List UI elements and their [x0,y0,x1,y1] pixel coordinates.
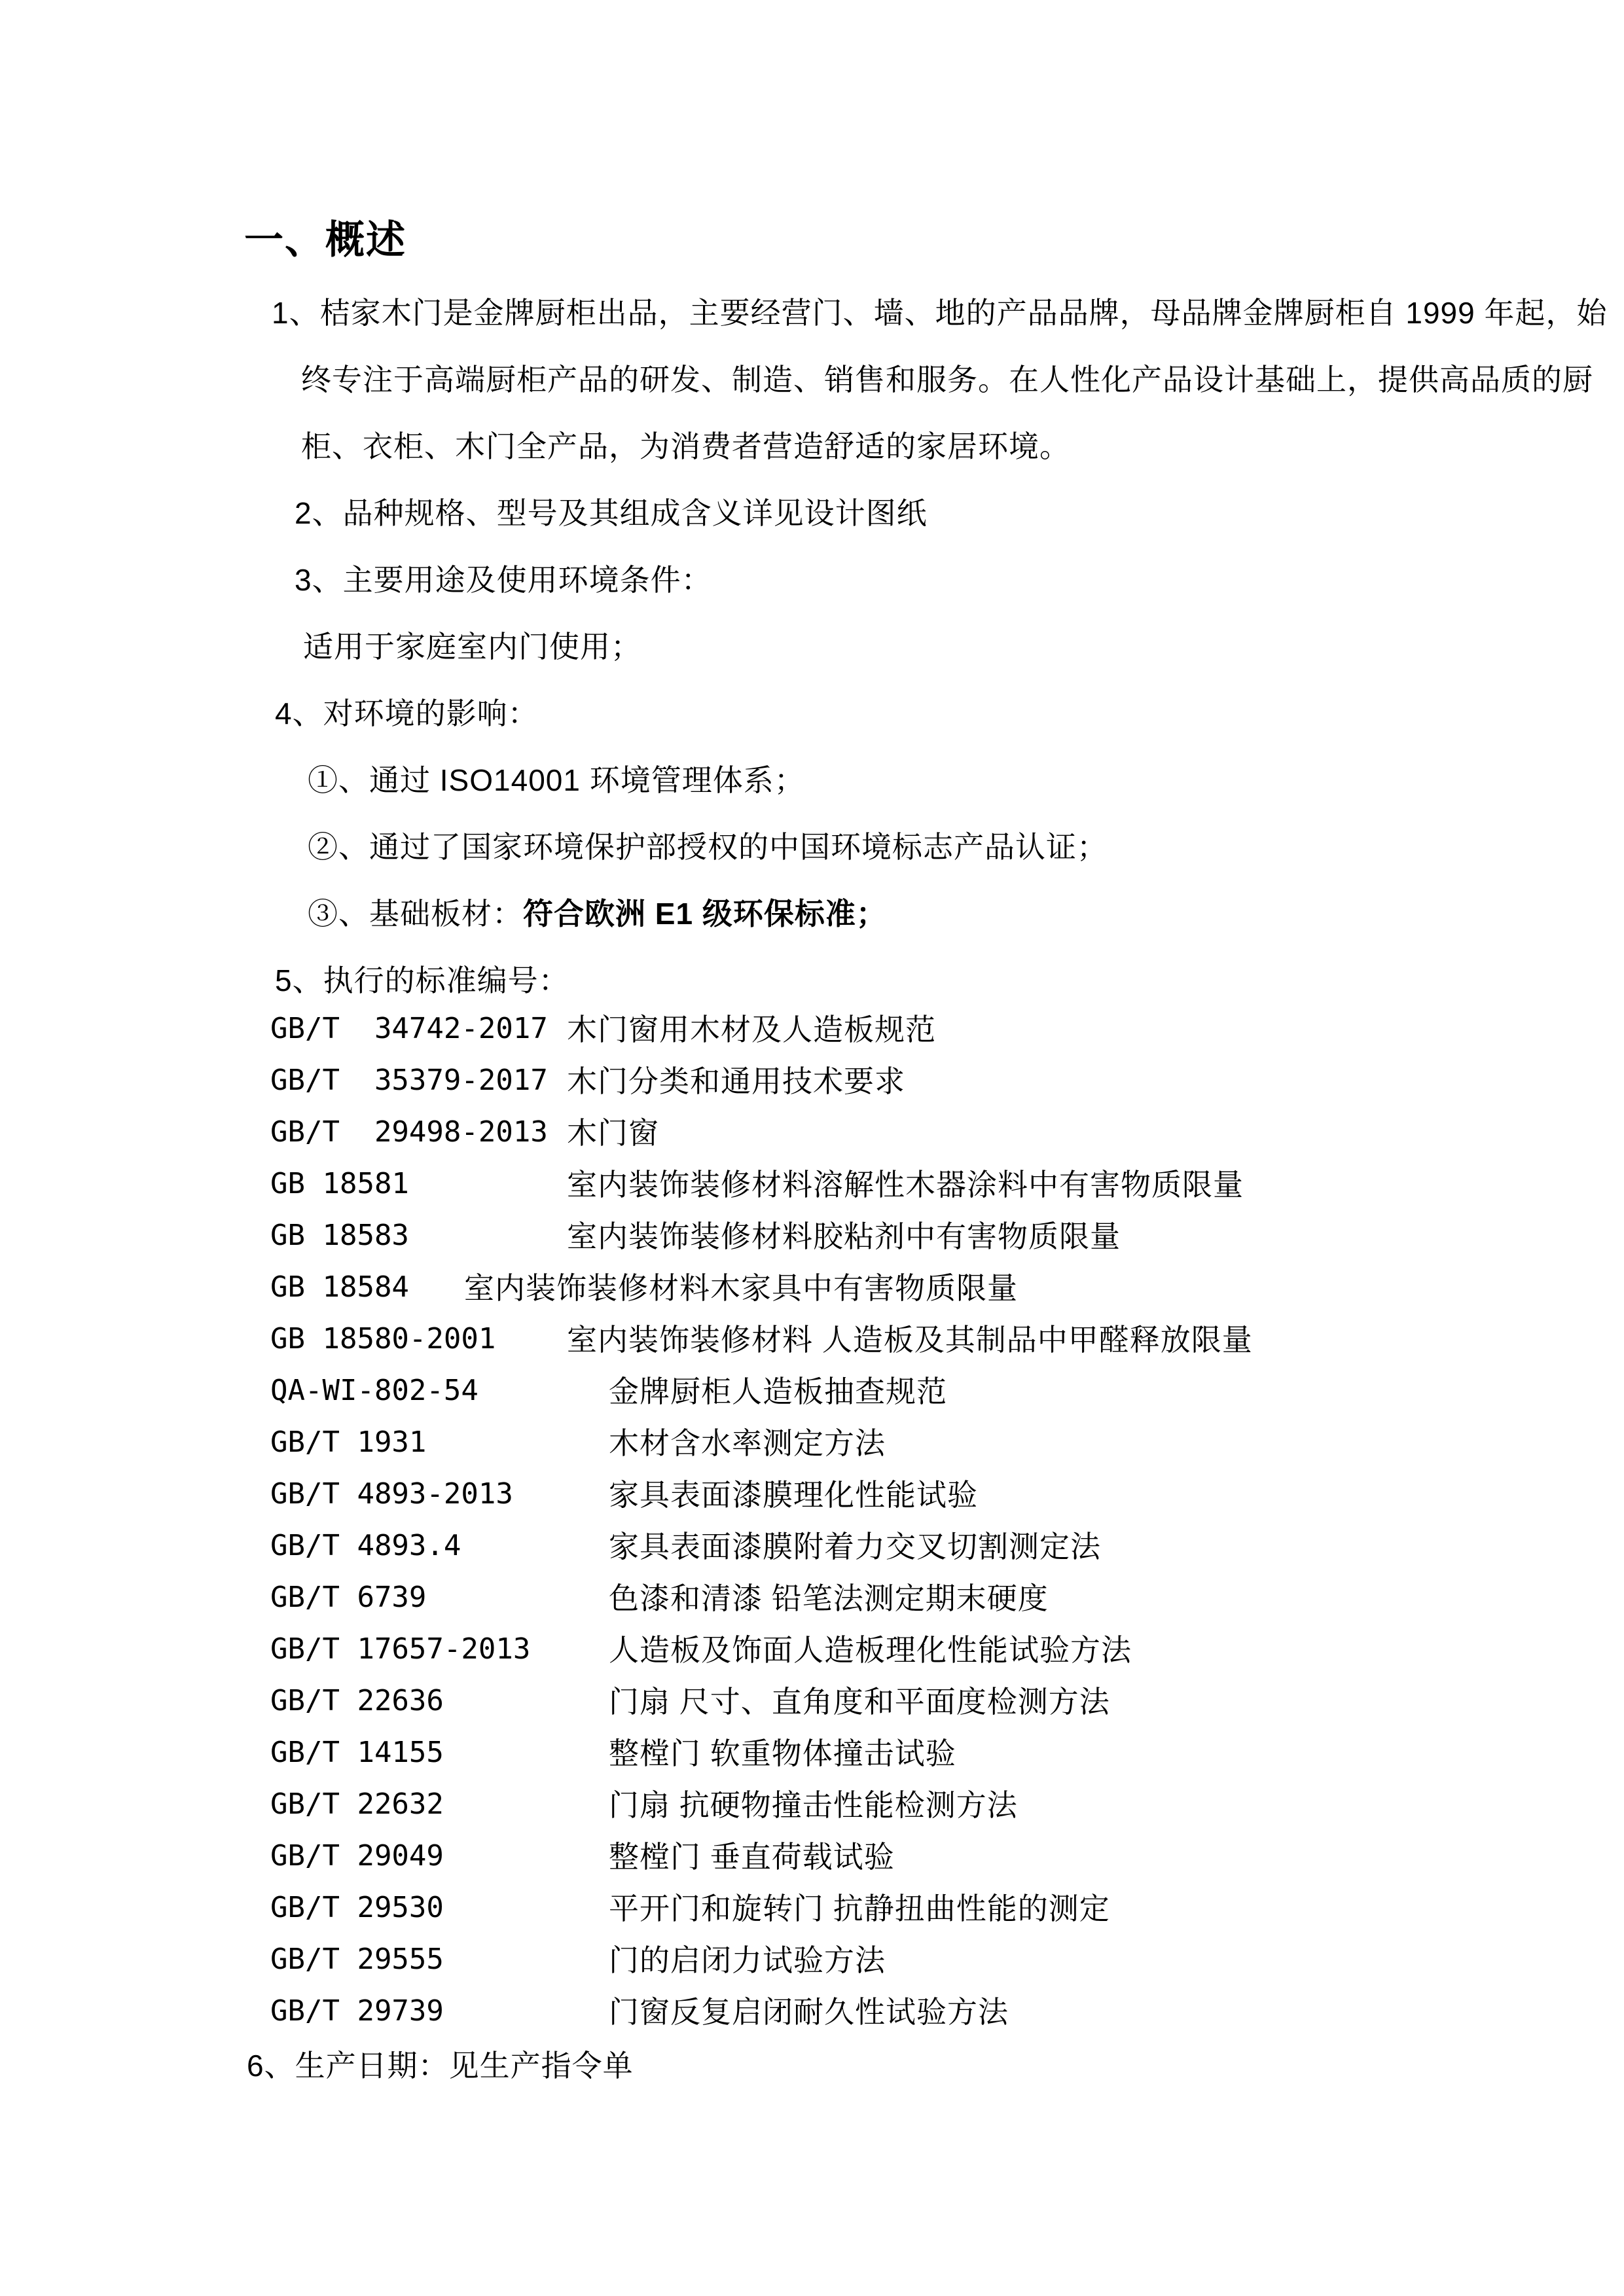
standard-title: 色漆和清漆 铅笔法测定期末硬度 [609,1581,1049,1615]
list-item-5: 5、执行的标准编号： [275,963,569,997]
standard-title: 木门窗用木材及人造板规范 [567,1013,936,1047]
standard-title: 家具表面漆膜理化性能试验 [609,1478,978,1512]
standard-row [0,1684,1624,1725]
standard-code: GB/T 35379-2017 [270,1064,548,1097]
standard-code: GB/T 29555 [270,1943,444,1976]
standard-row [0,1428,1624,1466]
standard-row [0,1477,1624,1518]
standard-title: 木材含水率测定方法 [609,1426,886,1460]
standard-row [0,1839,1624,1880]
standard-title: 木门窗 [567,1116,659,1150]
standard-code: GB 18584 [270,1270,409,1304]
standard-code: GB/T 4893-2013 [270,1477,513,1511]
standard-title: 室内装饰装修材料胶粘剂中有害物质限量 [567,1219,1121,1253]
standard-title: 整樘门 软重物体撞击试验 [609,1736,956,1770]
standard-code: GB/T 14155 [270,1736,444,1769]
para1-line1: 1、桔家木门是金牌厨柜出品，主要经营门、墙、地的产品品牌，母品牌金牌厨柜自 1999 年起，始 [272,296,1608,330]
standard-code: GB/T 22636 [270,1684,444,1717]
standard-code: GB/T 22632 [270,1787,444,1821]
list-item-6: 6、生产日期：见生产指令单 [247,2049,634,2083]
standard-code: GB 18580-2001 [270,1322,496,1355]
standard-code: GB/T 4893.4 [270,1529,461,1562]
list-item-3: 3、主要用途及使用环境条件： [295,563,712,597]
list-item-4-sub3-bold: 符合欧洲 E1 级环保标准； [523,897,887,931]
standard-code: GB/T 29530 [270,1891,444,1924]
standard-title: 室内装饰装修材料 人造板及其制品中甲醛释放限量 [567,1323,1253,1357]
standard-title: 门扇 尺寸、直角度和平面度检测方法 [609,1685,1110,1719]
standard-title: 整樘门 垂直荷载试验 [609,1840,895,1874]
standard-row [0,1583,1624,1621]
section-heading: 一、概述 [244,218,406,262]
standard-row [0,1994,1624,2035]
standard-title: 门窗反复启闭耐久性试验方法 [609,1995,1009,2029]
standard-code: GB/T 6739 [270,1581,427,1614]
standard-row [0,1322,1624,1363]
standard-title: 家具表面漆膜附着力交叉切割测定法 [609,1530,1101,1564]
standard-code: GB/T 29498-2013 [270,1115,548,1149]
standard-code: GB/T 17657-2013 [270,1632,531,1666]
para1-line2: 终专注于高端厨柜产品的研发、制造、销售和服务。在人性化产品设计基础上，提供高品质的厨 [301,363,1593,397]
standard-code: GB 18581 [270,1167,409,1200]
standard-title: 门扇 抗硬物撞击性能检测方法 [609,1788,1018,1822]
list-item-4-sub3-prefix: ③、基础板材： [308,897,523,931]
standard-row [0,1529,1624,1570]
standard-row [0,1632,1624,1673]
standard-code: GB 18583 [270,1219,409,1252]
standard-row [0,1945,1624,1983]
standard-row [0,1167,1624,1208]
standard-row [0,1738,1624,1776]
standard-code: GB/T 29049 [270,1839,444,1873]
standard-row [0,1066,1624,1104]
standard-title: 人造板及饰面人造板理化性能试验方法 [609,1633,1132,1667]
standard-code: GB/T 1931 [270,1426,427,1459]
standard-title: 室内装饰装修材料木家具中有害物质限量 [464,1271,1018,1305]
standard-row [0,1376,1624,1414]
standard-code: GB/T 29739 [270,1994,444,2028]
list-item-3-detail: 适用于家庭室内门使用； [303,630,641,664]
standard-row [0,1787,1624,1828]
list-item-4-sub1: ①、通过 ISO14001 环境管理体系； [308,763,805,797]
standard-title: 金牌厨柜人造板抽查规范 [609,1374,947,1408]
standard-row [0,1893,1624,1931]
standard-title: 木门分类和通用技术要求 [567,1064,905,1098]
standard-title: 门的启闭力试验方法 [609,1943,886,1977]
standard-row [0,1115,1624,1156]
list-item-2: 2、品种规格、型号及其组成含义详见设计图纸 [295,496,928,530]
standard-code: GB/T 34742-2017 [270,1012,548,1045]
list-item-4: 4、对环境的影响： [275,696,539,730]
list-item-4-sub2: ②、通过了国家环境保护部授权的中国环境标志产品认证； [308,830,1108,864]
standard-title: 室内装饰装修材料溶解性木器涂料中有害物质限量 [567,1168,1244,1202]
standard-code: QA-WI-802-54 [270,1374,478,1407]
para1-line3: 柜、衣柜、木门全产品，为消费者营造舒适的家居环境。 [301,429,1070,463]
standard-row [0,1270,1624,1311]
standard-title: 平开门和旋转门 抗静扭曲性能的测定 [609,1892,1110,1926]
standard-row [0,1221,1624,1259]
standard-row [0,1014,1624,1052]
list-item-4-sub3 [308,899,887,929]
